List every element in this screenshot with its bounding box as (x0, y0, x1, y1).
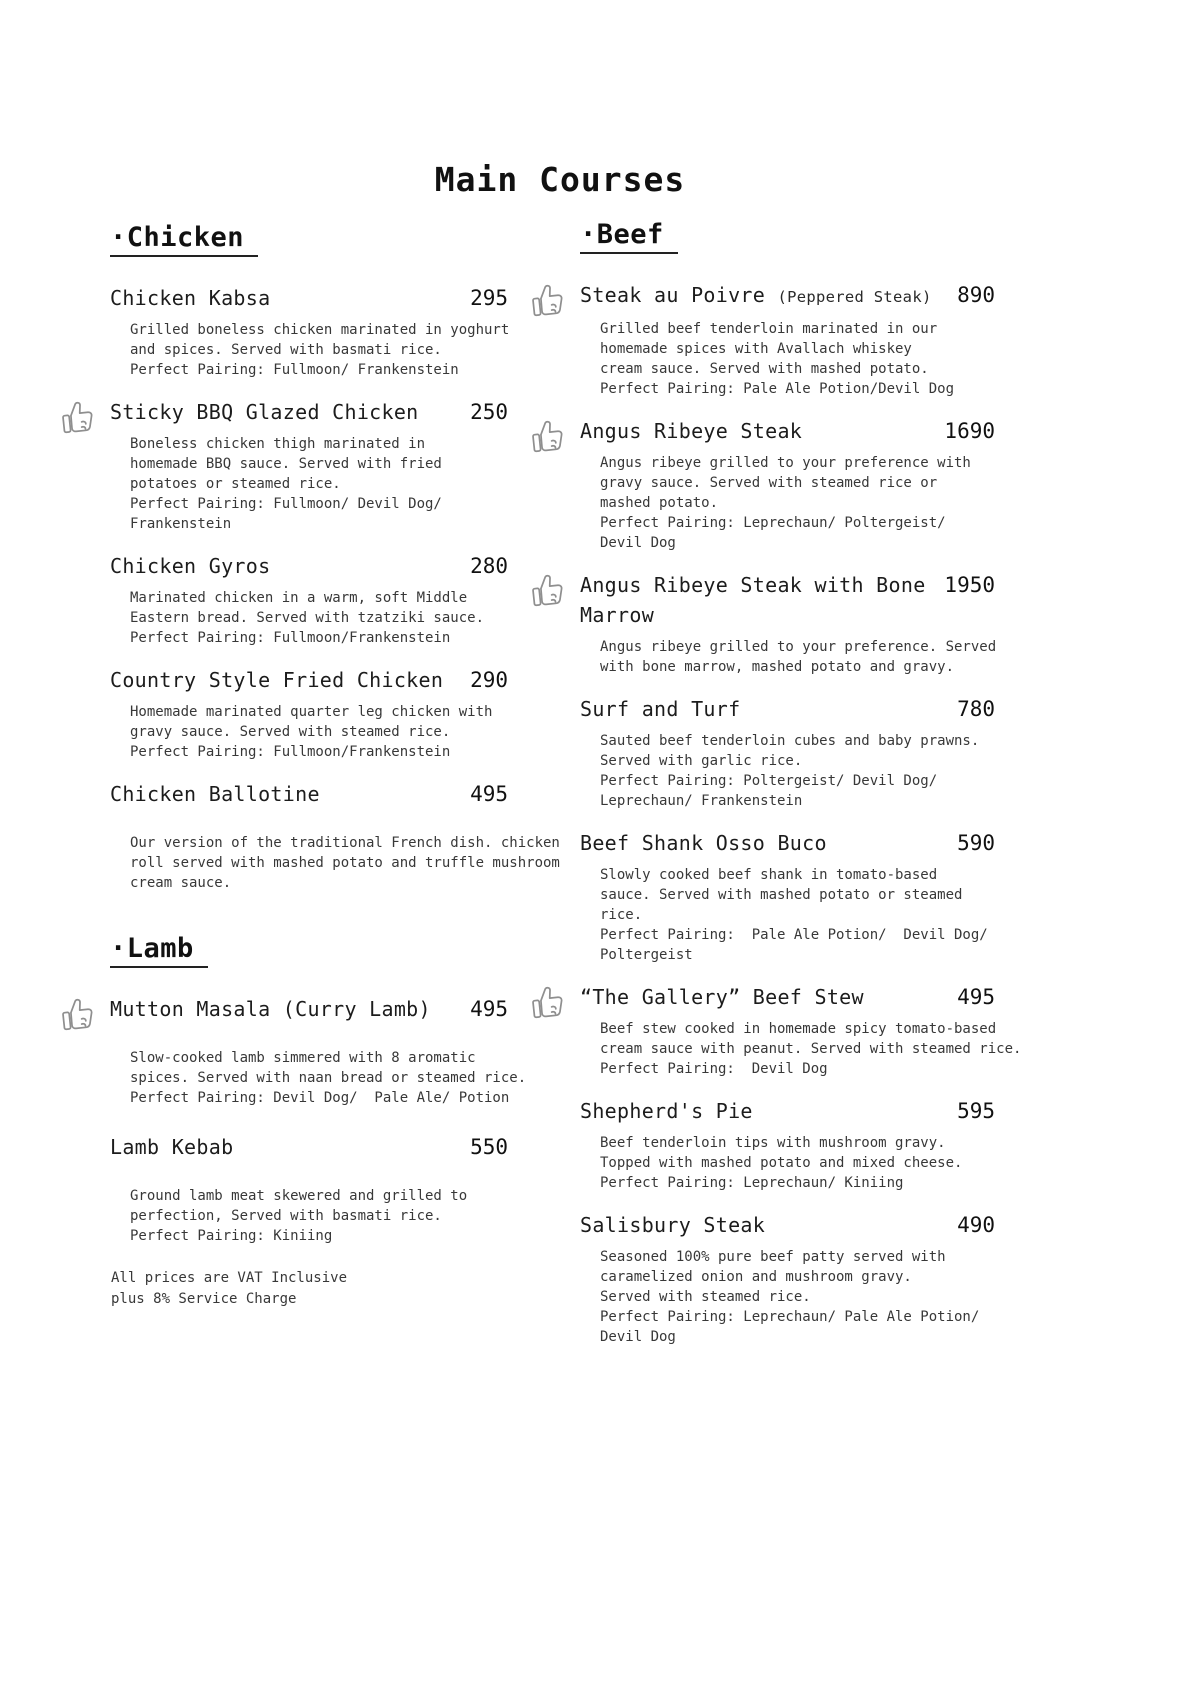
item-description (130, 833, 560, 893)
item-price: 595 (957, 1099, 995, 1123)
thumbs-up-icon (526, 414, 570, 460)
item-desc-line: Grilled boneless chicken marinated in yoghurt (130, 322, 510, 338)
item-name (110, 397, 460, 427)
item-head (110, 283, 508, 313)
item-name-text: Sticky BBQ Glazed Chicken (110, 400, 419, 424)
item-desc-line: Perfect Pairing: Devil Dog (600, 1061, 828, 1077)
item-desc-line: spices. Served with naan bread or steamed rice. (130, 1070, 527, 1086)
item-name (580, 416, 934, 446)
item-desc-line: and spices. Served with basmati rice. (130, 342, 442, 358)
section-items (110, 994, 527, 1246)
item-desc-line: Beef tenderloin tips with mushroom gravy. (600, 1135, 946, 1151)
item-name-text: Mutton Masala (Curry Lamb) (110, 997, 431, 1021)
section-items (110, 283, 560, 893)
item-name (110, 665, 460, 695)
item-name (580, 982, 947, 1012)
item-price: 495 (470, 782, 508, 806)
item-desc-line: homemade spices with Avallach whiskey (600, 341, 912, 357)
item-price: 1690 (944, 419, 995, 443)
item-price: 550 (470, 1135, 508, 1159)
item-desc-line: Perfect Pairing: Leprechaun/ Pale Ale Potion/ (600, 1309, 980, 1325)
item-desc-line: Marinated chicken in a warm, soft Middle (130, 590, 468, 606)
item-desc-line: Served with garlic rice. (600, 753, 803, 769)
item-name-text: “The Gallery” Beef Stew (580, 985, 864, 1009)
item-desc-line: caramelized onion and mushroom gravy. (600, 1269, 912, 1285)
item-head (110, 665, 508, 695)
item-desc-line: potatoes or steamed rice. (130, 476, 341, 492)
item-desc-line: Grilled beef tenderloin marinated in our (600, 321, 938, 337)
item-desc-line: Boneless chicken thigh marinated in (130, 436, 426, 452)
item-desc-line: Devil Dog (600, 535, 676, 551)
menu-item (580, 828, 995, 965)
item-desc-line: Slowly cooked beef shank in tomato-based (600, 867, 938, 883)
item-desc-line: Homemade marinated quarter leg chicken with (130, 704, 493, 720)
menu-item (110, 283, 508, 380)
item-head (580, 982, 995, 1012)
item-name (110, 994, 460, 1024)
item-description (130, 1048, 527, 1108)
item-desc-line: Perfect Pairing: Fullmoon/Frankenstein (130, 744, 451, 760)
item-price: 890 (957, 283, 995, 307)
item-desc-line: gravy sauce. Served with steamed rice. (130, 724, 451, 740)
item-name (110, 283, 460, 313)
menu-item (580, 694, 995, 811)
item-desc-line: Leprechaun/ Frankenstein (600, 793, 803, 809)
item-desc-line: Ground lamb meat skewered and grilled to (130, 1188, 468, 1204)
item-name-text: Surf and Turf (580, 697, 741, 721)
menu-item (110, 1132, 508, 1246)
section-header-lamb: ·Lamb (110, 933, 208, 968)
item-description (130, 320, 508, 380)
left-column (110, 222, 560, 1270)
item-name-text: Beef Shank Osso Buco (580, 831, 827, 855)
item-head (580, 828, 995, 858)
item-desc-line: cream sauce. Served with mashed potato. (600, 361, 929, 377)
item-name-text: Lamb Kebab (110, 1135, 234, 1159)
item-desc-line: Served with steamed rice. (600, 1289, 811, 1305)
menu-item (580, 416, 995, 553)
item-description (130, 702, 508, 762)
item-desc-line: rice. (600, 907, 643, 923)
item-name-text: Angus Ribeye Steak (580, 419, 803, 443)
item-price: 780 (957, 697, 995, 721)
vat-note-line: plus 8% Service Charge (111, 1291, 297, 1307)
item-head (110, 397, 508, 427)
item-description (600, 731, 995, 811)
item-price: 250 (470, 400, 508, 424)
item-name-text: Chicken Ballotine (110, 782, 320, 806)
item-description (130, 434, 508, 534)
menu-item (110, 779, 560, 893)
thumbs-up-icon (526, 278, 570, 324)
item-name (580, 1210, 947, 1240)
item-desc-line: sauce. Served with mashed potato or steamed (600, 887, 963, 903)
item-description (130, 588, 508, 648)
item-head (580, 280, 995, 312)
vat-note (111, 1268, 347, 1310)
item-head (110, 1132, 508, 1162)
item-desc-line: Perfect Pairing: Pale Ale Potion/Devil Dog (600, 381, 955, 397)
item-head (580, 570, 995, 630)
item-desc-line: Topped with mashed potato and mixed cheese. (600, 1155, 963, 1171)
item-desc-line: Perfect Pairing: Leprechaun/ Poltergeist/ (600, 515, 946, 531)
item-name (580, 280, 947, 312)
item-desc-line: Perfect Pairing: Kiniing (130, 1228, 333, 1244)
item-desc-line: Beef stew cooked in homemade spicy tomato-based (600, 1021, 997, 1037)
item-desc-line: cream sauce with peanut. Served with steamed rice. (600, 1041, 1022, 1057)
thumbs-up-icon (56, 395, 100, 441)
section-header-beef: ·Beef (580, 219, 678, 254)
menu-item (580, 1210, 995, 1347)
item-name-text: Salisbury Steak (580, 1213, 766, 1237)
menu-item (110, 994, 527, 1108)
section-header-chicken: ·Chicken (110, 222, 258, 257)
menu-item (580, 570, 995, 677)
item-name-text: Shepherd's Pie (580, 1099, 753, 1123)
item-head (110, 551, 508, 581)
item-name-text: Chicken Kabsa (110, 286, 271, 310)
item-price: 490 (957, 1213, 995, 1237)
item-name (580, 828, 947, 858)
item-desc-line: gravy sauce. Served with steamed rice or (600, 475, 938, 491)
item-desc-line: Seasoned 100% pure beef patty served with (600, 1249, 946, 1265)
item-desc-line: Angus ribeye grilled to your preference. Served (600, 639, 997, 655)
item-price: 1950 (944, 573, 995, 597)
item-desc-line: mashed potato. (600, 495, 719, 511)
item-name (110, 551, 460, 581)
item-name-text: Chicken Gyros (110, 554, 271, 578)
item-desc-line: Eastern bread. Served with tzatziki sauce. (130, 610, 485, 626)
item-desc-line: Perfect Pairing: Fullmoon/Frankenstein (130, 630, 451, 646)
item-desc-line: Our version of the traditional French dish. chicken (130, 835, 560, 851)
item-head (110, 994, 508, 1024)
menu-item (110, 665, 508, 762)
item-desc-line: Perfect Pairing: Poltergeist/ Devil Dog/ (600, 773, 938, 789)
item-name (580, 570, 934, 630)
item-description (600, 319, 995, 399)
item-desc-line: perfection, Served with basmati rice. (130, 1208, 442, 1224)
item-description (600, 637, 995, 677)
menu-section-beef (580, 219, 1022, 1347)
item-description (130, 1186, 508, 1246)
item-desc-line: cream sauce. (130, 875, 232, 891)
item-price: 290 (470, 668, 508, 692)
item-name (580, 1096, 947, 1126)
menu-item (580, 1096, 995, 1193)
item-head (580, 1096, 995, 1126)
item-desc-line: Devil Dog (600, 1329, 676, 1345)
item-desc-line: homemade BBQ sauce. Served with fried (130, 456, 442, 472)
menu-section-chicken (110, 222, 560, 893)
section-items (580, 280, 1022, 1347)
item-desc-line: Perfect Pairing: Pale Ale Potion/ Devil Dog/ (600, 927, 988, 943)
item-name-suffix: (Peppered Steak) (777, 288, 932, 306)
item-name (110, 779, 460, 809)
item-desc-line: Angus ribeye grilled to your preference with (600, 455, 971, 471)
item-description (600, 1019, 1022, 1079)
item-desc-line: Sauted beef tenderloin cubes and baby prawns. (600, 733, 980, 749)
menu-item (110, 397, 508, 534)
item-description (600, 1133, 995, 1193)
item-name-text: Steak au Poivre (580, 283, 766, 307)
menu-item (110, 551, 508, 648)
item-head (580, 1210, 995, 1240)
item-price: 295 (470, 286, 508, 310)
menu-section-lamb (110, 917, 527, 1246)
item-desc-line: with bone marrow, mashed potato and gravy. (600, 659, 955, 675)
item-desc-line: Perfect Pairing: Fullmoon/ Devil Dog/ (130, 496, 442, 512)
item-price: 590 (957, 831, 995, 855)
thumbs-up-icon (526, 980, 570, 1026)
item-head (580, 416, 995, 446)
item-desc-line: roll served with mashed potato and truffle mushroom (130, 855, 560, 871)
item-desc-line: Perfect Pairing: Devil Dog/ Pale Ale/ Potion (130, 1090, 510, 1106)
item-desc-line: Poltergeist (600, 947, 693, 963)
item-desc-line: Slow-cooked lamb simmered with 8 aromatic (130, 1050, 476, 1066)
menu-item (580, 280, 995, 399)
item-head (110, 779, 508, 809)
item-price: 495 (957, 985, 995, 1009)
vat-note-line: All prices are VAT Inclusive (111, 1270, 348, 1286)
item-description (600, 453, 995, 553)
item-name (580, 694, 947, 724)
item-description (600, 865, 995, 965)
item-price: 280 (470, 554, 508, 578)
item-name-text: Country Style Fried Chicken (110, 668, 444, 692)
item-desc-line: Perfect Pairing: Fullmoon/ Frankenstein (130, 362, 459, 378)
item-desc-line: Perfect Pairing: Leprechaun/ Kiniing (600, 1175, 904, 1191)
item-description (600, 1247, 995, 1347)
item-price: 495 (470, 997, 508, 1021)
item-name (110, 1132, 460, 1162)
item-head (580, 694, 995, 724)
thumbs-up-icon (56, 992, 100, 1038)
page-title: Main Courses (434, 160, 686, 199)
menu-item (580, 982, 1022, 1079)
item-desc-line: Frankenstein (130, 516, 232, 532)
right-column (580, 219, 1022, 1364)
thumbs-up-icon (526, 568, 570, 614)
item-name-text: Angus Ribeye Steak with Bone Marrow (580, 573, 926, 627)
